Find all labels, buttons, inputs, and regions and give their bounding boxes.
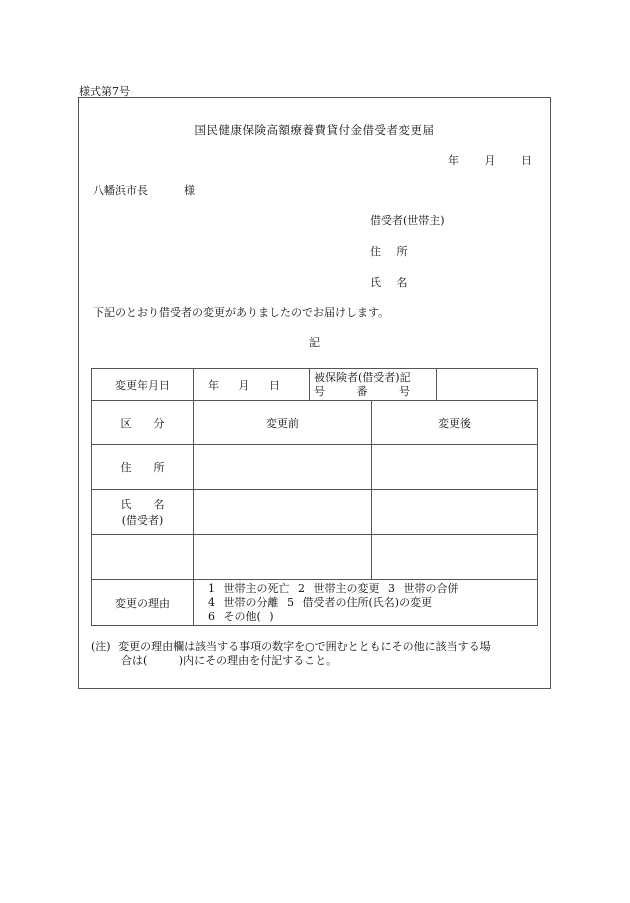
borrower-label: 借受者(世帯主) xyxy=(370,214,445,227)
insured-number-value[interactable] xyxy=(437,369,538,401)
ki-heading: 記 xyxy=(309,336,320,349)
addressee-name: 八幡浜市長 xyxy=(93,184,148,197)
insured-number-label-line1: 被保険者(借受者)記 xyxy=(314,370,411,384)
address-before-cell[interactable] xyxy=(194,445,372,490)
insured-number-label xyxy=(310,369,437,401)
reason-line-1: 1 世帯主の死亡 2 世帯主の変更 3 世帯の合併 xyxy=(208,581,459,595)
addressee xyxy=(93,182,195,198)
form-title: 国民健康保険高額療養費貸付金借受者変更届 xyxy=(194,123,435,137)
table-row xyxy=(92,535,538,580)
table-row xyxy=(92,490,538,535)
insured-number-label-line2: 号 番 号 xyxy=(314,384,410,398)
name-row-label-main: 氏名 xyxy=(120,498,187,511)
after-header: 変更後 xyxy=(372,401,538,445)
reason-label: 変更の理由 xyxy=(92,580,194,626)
extra-after-cell[interactable] xyxy=(372,535,538,580)
extra-before-cell[interactable] xyxy=(194,535,372,580)
address-after-cell[interactable] xyxy=(372,445,538,490)
change-table xyxy=(91,368,538,626)
submission-date: 年 月 日 xyxy=(448,154,532,167)
notice-text: 下記のとおり借受者の変更がありましたのでお届けします。 xyxy=(93,306,390,319)
name-before-cell[interactable] xyxy=(194,490,372,535)
table-row xyxy=(92,369,538,401)
footnote xyxy=(91,640,491,668)
applicant-name-label: 氏 名 xyxy=(370,276,408,289)
name-row-label xyxy=(92,490,194,535)
applicant-address-label: 住 所 xyxy=(370,245,408,258)
reason-line-3: 6 その他( ) xyxy=(208,609,274,623)
before-header: 変更前 xyxy=(194,401,372,445)
form-number: 様式第7号 xyxy=(79,85,130,98)
change-date-label: 変更年月日 xyxy=(92,369,194,401)
table-row xyxy=(92,445,538,490)
form-frame xyxy=(78,97,551,689)
reason-options[interactable] xyxy=(194,580,538,626)
change-date-value[interactable]: 年 月 日 xyxy=(194,369,310,401)
footnote-line-2: 合は( )内にその理由を付記すること。 xyxy=(121,654,338,667)
name-after-cell[interactable] xyxy=(372,490,538,535)
addressee-honorific: 様 xyxy=(184,184,195,197)
footnote-line-1: (注) 変更の理由欄は該当する事項の数字を○で囲むとともにその他に該当する場 xyxy=(91,640,491,653)
name-row-label-sub: (借受者) xyxy=(121,514,164,527)
table-row xyxy=(92,580,538,626)
address-row-label: 住所 xyxy=(92,445,194,490)
table-row xyxy=(92,401,538,445)
category-label: 区分 xyxy=(92,401,194,445)
extra-row-label xyxy=(92,535,194,580)
reason-line-2: 4 世帯の分離 5 借受者の住所(氏名)の変更 xyxy=(208,595,433,609)
